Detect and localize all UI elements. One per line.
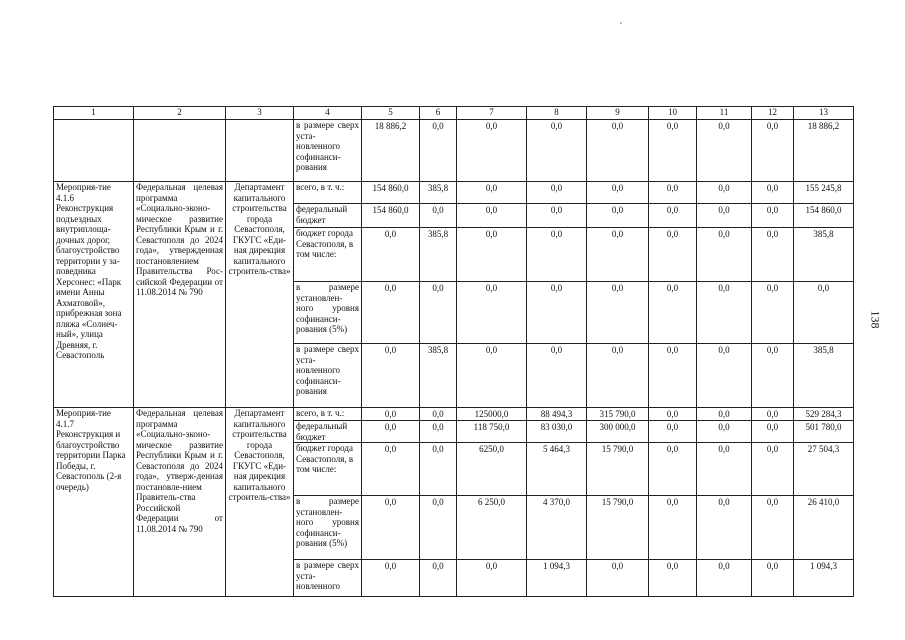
funding-source-cell: всего, в т. ч.: xyxy=(294,182,362,204)
header-cell: 7 xyxy=(457,107,527,120)
value-cell: 0,0 xyxy=(752,560,794,597)
empty-cell xyxy=(226,120,294,182)
value-cell: 0,0 xyxy=(697,496,752,560)
scan-speck xyxy=(620,22,622,24)
value-cell: 18 886,2 xyxy=(794,120,854,182)
value-cell: 0,0 xyxy=(457,120,527,182)
header-cell: 1 xyxy=(54,107,134,120)
table-header xyxy=(54,107,854,120)
value-cell: 385,8 xyxy=(420,344,457,408)
funding-source-cell: в размере сверх уста-новленного софинанси-рования xyxy=(294,120,362,182)
value-cell: 0,0 xyxy=(457,228,527,282)
funding-source-cell: в размере сверх уста-новленного xyxy=(294,560,362,597)
value-cell: 0,0 xyxy=(527,282,587,344)
page-number: 138 xyxy=(868,310,883,329)
value-cell: 0,0 xyxy=(649,408,697,421)
value-cell: 1 094,3 xyxy=(794,560,854,597)
value-cell: 0,0 xyxy=(362,443,420,496)
empty-cell xyxy=(134,120,226,182)
value-cell: 0,0 xyxy=(697,560,752,597)
value-cell: 0,0 xyxy=(752,408,794,421)
executor-cell: Департамент капитального строительства города Севастополя, ГКУГС «Еди-ная дирекция капитального строитель-ства» xyxy=(226,408,294,597)
value-cell: 4 370,0 xyxy=(527,496,587,560)
value-cell: 0,0 xyxy=(527,228,587,282)
value-cell: 0,0 xyxy=(420,560,457,597)
value-cell: 0,0 xyxy=(587,282,649,344)
program-cell: Федеральная целевая программа «Социально-эконо-мическое развитие Республики Крым и г. Севастополя до 2024 года», утвержденная постановлением Правительства Рос-сийской Федерации от 11.08.2014 № 790 xyxy=(134,182,226,408)
value-cell: 27 504,3 xyxy=(794,443,854,496)
value-cell: 0,0 xyxy=(420,282,457,344)
funding-source-cell: бюджет города Севастополя, в том числе: xyxy=(294,228,362,282)
value-cell: 15 790,0 xyxy=(587,443,649,496)
header-cell: 6 xyxy=(420,107,457,120)
value-cell: 0,0 xyxy=(420,496,457,560)
value-cell: 0,0 xyxy=(697,443,752,496)
value-cell: 0,0 xyxy=(420,120,457,182)
funding-source-cell: всего, в т. ч.: xyxy=(294,408,362,421)
value-cell: 0,0 xyxy=(752,204,794,228)
value-cell: 0,0 xyxy=(587,560,649,597)
value-cell: 0,0 xyxy=(457,182,527,204)
value-cell: 0,0 xyxy=(420,204,457,228)
value-cell: 0,0 xyxy=(752,120,794,182)
value-cell: 501 780,0 xyxy=(794,421,854,443)
value-cell: 0,0 xyxy=(697,204,752,228)
value-cell: 0,0 xyxy=(697,282,752,344)
value-cell: 0,0 xyxy=(362,282,420,344)
value-cell: 154 860,0 xyxy=(362,182,420,204)
value-cell: 0,0 xyxy=(362,408,420,421)
value-cell: 385,8 xyxy=(794,228,854,282)
value-cell: 0,0 xyxy=(752,443,794,496)
value-cell: 0,0 xyxy=(752,496,794,560)
value-cell: 1 094,3 xyxy=(527,560,587,597)
table-row xyxy=(54,120,854,182)
value-cell: 0,0 xyxy=(527,182,587,204)
funding-source-cell: федеральный бюджет xyxy=(294,204,362,228)
value-cell: 0,0 xyxy=(420,421,457,443)
value-cell: 0,0 xyxy=(457,204,527,228)
value-cell: 0,0 xyxy=(457,560,527,597)
header-cell: 11 xyxy=(697,107,752,120)
value-cell: 0,0 xyxy=(649,560,697,597)
value-cell: 0,0 xyxy=(457,282,527,344)
value-cell: 0,0 xyxy=(587,182,649,204)
empty-cell xyxy=(54,120,134,182)
value-cell: 88 494,3 xyxy=(527,408,587,421)
value-cell: 0,0 xyxy=(697,421,752,443)
value-cell: 0,0 xyxy=(649,282,697,344)
value-cell: 0,0 xyxy=(587,344,649,408)
budget-table xyxy=(53,106,854,597)
value-cell: 0,0 xyxy=(420,443,457,496)
value-cell: 0,0 xyxy=(362,344,420,408)
header-cell: 4 xyxy=(294,107,362,120)
value-cell: 0,0 xyxy=(697,228,752,282)
value-cell: 0,0 xyxy=(649,344,697,408)
value-cell: 0,0 xyxy=(794,282,854,344)
value-cell: 0,0 xyxy=(752,421,794,443)
value-cell: 0,0 xyxy=(649,182,697,204)
value-cell: 0,0 xyxy=(752,182,794,204)
value-cell: 18 886,2 xyxy=(362,120,420,182)
value-cell: 0,0 xyxy=(752,228,794,282)
header-cell: 9 xyxy=(587,107,649,120)
funding-source-cell: бюджет города Севастополя, в том числе: xyxy=(294,443,362,496)
value-cell: 0,0 xyxy=(362,560,420,597)
value-cell: 0,0 xyxy=(527,120,587,182)
value-cell: 26 410,0 xyxy=(794,496,854,560)
value-cell: 0,0 xyxy=(587,204,649,228)
header-cell: 12 xyxy=(752,107,794,120)
value-cell: 154 860,0 xyxy=(362,204,420,228)
funding-source-cell: в размере установлен-ного уровня софинанси-рования (5%) xyxy=(294,282,362,344)
value-cell: 0,0 xyxy=(649,421,697,443)
value-cell: 5 464,3 xyxy=(527,443,587,496)
value-cell: 0,0 xyxy=(649,228,697,282)
value-cell: 0,0 xyxy=(362,228,420,282)
value-cell: 0,0 xyxy=(587,120,649,182)
value-cell: 0,0 xyxy=(362,496,420,560)
header-cell: 13 xyxy=(794,107,854,120)
value-cell: 0,0 xyxy=(649,120,697,182)
header-cell: 2 xyxy=(134,107,226,120)
value-cell: 529 284,3 xyxy=(794,408,854,421)
value-cell: 0,0 xyxy=(649,496,697,560)
table-row xyxy=(54,182,854,204)
value-cell: 118 750,0 xyxy=(457,421,527,443)
value-cell: 0,0 xyxy=(649,204,697,228)
measure-name-cell: Мероприя-тие 4.1.6 Реконструкция подъездных внутриплоща-дочных дорог, благоустройство территории у за-поведника Херсонес: «Парк имени Анны Ахматовой», прибрежная зона пляжа «Солнеч-ный», улица Древняя, г. Севастополь xyxy=(54,182,134,408)
value-cell: 155 245,8 xyxy=(794,182,854,204)
value-cell: 385,8 xyxy=(420,228,457,282)
value-cell: 0,0 xyxy=(752,282,794,344)
value-cell: 385,8 xyxy=(794,344,854,408)
value-cell: 0,0 xyxy=(697,182,752,204)
value-cell: 15 790,0 xyxy=(587,496,649,560)
value-cell: 0,0 xyxy=(527,204,587,228)
value-cell: 83 030,0 xyxy=(527,421,587,443)
executor-cell: Департамент капитального строительства города Севастополя, ГКУГС «Еди-ная дирекция капитального строитель-ства» xyxy=(226,182,294,408)
funding-source-cell: в размере сверх уста-новленного софинанси-рования xyxy=(294,344,362,408)
header-cell: 8 xyxy=(527,107,587,120)
table-row xyxy=(54,408,854,421)
value-cell: 0,0 xyxy=(697,344,752,408)
value-cell: 0,0 xyxy=(697,120,752,182)
header-cell: 10 xyxy=(649,107,697,120)
value-cell: 0,0 xyxy=(587,228,649,282)
value-cell: 0,0 xyxy=(752,344,794,408)
funding-source-cell: федеральный бюджет xyxy=(294,421,362,443)
value-cell: 0,0 xyxy=(527,344,587,408)
value-cell: 0,0 xyxy=(457,344,527,408)
value-cell: 300 000,0 xyxy=(587,421,649,443)
value-cell: 0,0 xyxy=(420,408,457,421)
value-cell: 6 250,0 xyxy=(457,496,527,560)
measure-name-cell: Мероприя-тие 4.1.7 Реконструкция и благоустройство территории Парка Победы, г. Севастополь (2-я очередь) xyxy=(54,408,134,597)
header-cell: 5 xyxy=(362,107,420,120)
program-cell: Федеральная целевая программа «Социально-эконо-мическое развитие Республики Крым и г. Севастополя до 2024 года», утверж-денная постановле-нием Правитель-ства Российской Федерации от 11.08.2014 № 790 xyxy=(134,408,226,597)
value-cell: 125000,0 xyxy=(457,408,527,421)
funding-source-cell: в размере установлен-ного уровня софинанси-рования (5%) xyxy=(294,496,362,560)
value-cell: 0,0 xyxy=(362,421,420,443)
value-cell: 315 790,0 xyxy=(587,408,649,421)
value-cell: 0,0 xyxy=(649,443,697,496)
value-cell: 154 860,0 xyxy=(794,204,854,228)
value-cell: 6250,0 xyxy=(457,443,527,496)
value-cell: 385,8 xyxy=(420,182,457,204)
value-cell: 0,0 xyxy=(697,408,752,421)
header-row xyxy=(54,107,854,120)
header-cell: 3 xyxy=(226,107,294,120)
